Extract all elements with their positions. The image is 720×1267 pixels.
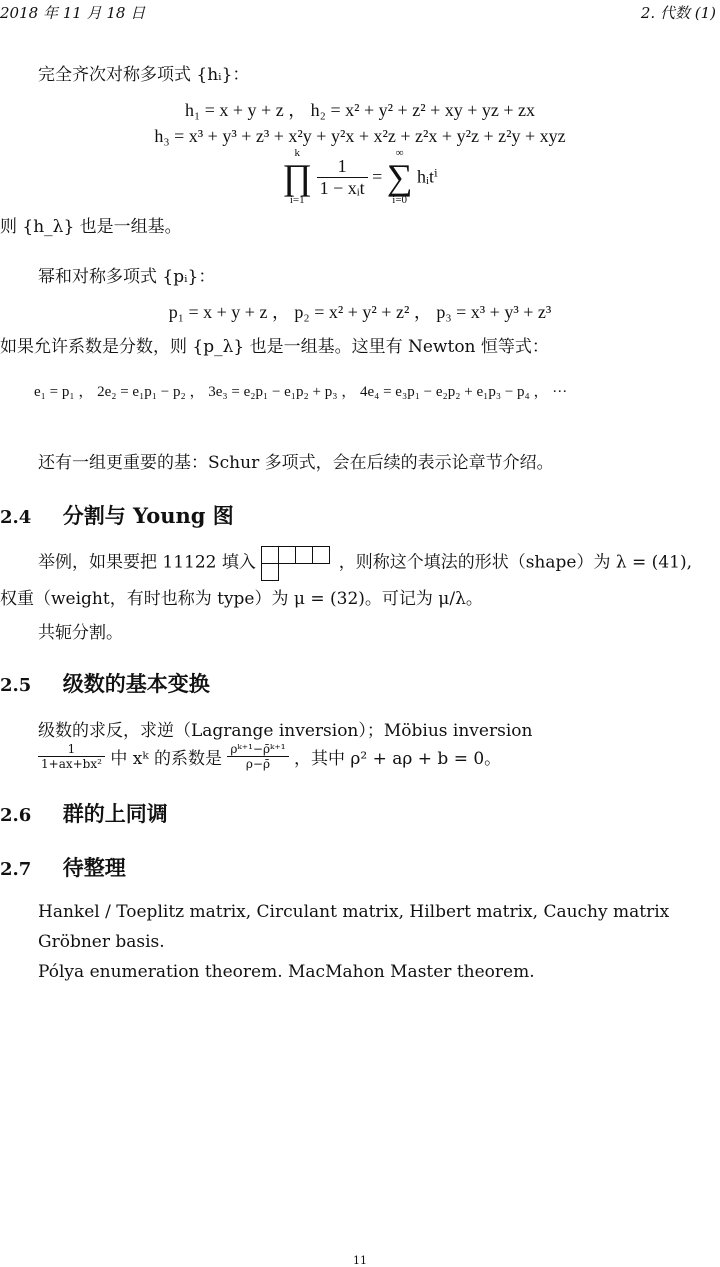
tableau-cell (261, 563, 279, 581)
series-fraction-numerator: 1 (38, 742, 105, 757)
s24-line1-prefix: 举例，如果要把 11122 填入 (38, 552, 256, 573)
s24-line2: 权重（weight，有时也称为 type）为 μ = (32)。可记为 μ/λ。 (0, 589, 483, 609)
power-eq: p₁ = x + y + z ， p₂ = x² + y² + z² ， p₃ = x³ + y³ + z³ (168, 302, 552, 322)
section-2-6-heading (0, 798, 168, 828)
s24-line1 (38, 546, 692, 580)
coefficient-fraction-denominator: ρ−ρ̄ (245, 757, 271, 771)
complete-intro: 完全齐次对称多项式 {hᵢ}： (38, 65, 250, 85)
s25-tail-text: ，其中 ρ² + aρ + b = 0。 (293, 749, 502, 769)
s27-line1: Hankel / Toeplitz matrix, Circulant matrix, Hilbert matrix, Cauchy matrix (38, 902, 670, 922)
header-chapter: 2. 代数 (1) (640, 4, 716, 22)
young-tableau (261, 546, 333, 580)
newton-identities: e₁ = p₁ ， 2e₂ = e₁p₁ − p₂ ， 3e₃ = e₂p₁ − e₁p₂ + p₃ ， 4e₄ = e₃p₁ − e₂p₂ + e₁p₃ − p₄ ， ··· (34, 384, 568, 400)
s27-line3: Pólya enumeration theorem. MacMahon Master theorem. (38, 962, 535, 982)
series-fraction (38, 742, 105, 771)
tableau-cell (261, 546, 279, 564)
sum-lower-limit: i=0 (392, 194, 408, 206)
coefficient-fraction-numerator: ρᵏ⁺¹−ρ̄ᵏ⁺¹ (227, 742, 288, 757)
complete-eq1: h₁ = x + y + z ， h₂ = x² + y² + z² + xy + yz + zx (184, 100, 536, 120)
product-lower-limit: i=1 (289, 194, 305, 206)
s24-line3: 共轭分割。 (38, 623, 123, 643)
section-2-7-title: 待整理 (62, 855, 126, 880)
page-number: 11 (353, 1254, 367, 1267)
gf-fraction-numerator: 1 (317, 156, 368, 178)
series-fraction-denominator: 1+ax+bx² (41, 757, 102, 771)
power-basis-line: 如果允许系数是分数，则 {p_λ} 也是一组基。这里有 Newton 恒等式： (0, 337, 549, 357)
gf-fraction (317, 156, 368, 199)
complete-eq2: h₃ = x³ + y³ + z³ + x²y + y²x + x²z + z²x + y²z + z²y + xyz (154, 126, 566, 146)
tableau-cell (278, 546, 296, 564)
generating-function: k ∏ i=1 $\frac{1}{\text{1 − xᵢt}}$ = ∞ ∑ i=0 hᵢtⁱ (282, 147, 438, 206)
power-intro: 幂和对称多项式 {pᵢ}： (38, 267, 216, 287)
section-2-7-heading (0, 852, 126, 882)
section-2-7-number: 2.7 (0, 859, 32, 880)
header-date: 2018 年 11 月 18 日 (0, 4, 146, 22)
section-2-5-heading (0, 668, 210, 698)
coefficient-fraction (227, 742, 288, 771)
section-2-6-number: 2.6 (0, 805, 32, 826)
section-2-5-number: 2.5 (0, 675, 32, 696)
tableau-cell (312, 546, 330, 564)
product-upper-limit: k (294, 147, 300, 159)
sum-upper-limit: ∞ (395, 147, 404, 159)
complete-basis-line: 则 {h_λ} 也是一组基。 (0, 217, 182, 237)
s25-line2 (38, 742, 501, 771)
section-2-4-heading (0, 500, 234, 530)
section-2-4-number: 2.4 (0, 507, 32, 528)
gf-fraction-denominator: 1 − xᵢt (319, 177, 365, 198)
section-2-6-title: 群的上同调 (62, 801, 168, 826)
s25-mid-text: 中 xᵏ 的系数是 (110, 749, 222, 769)
product-operator: k ∏ i=1 (282, 147, 313, 206)
tableau-cell (295, 546, 313, 564)
s24-line1-suffix: ，则称这个填法的形状（shape）为 λ = (41), (338, 552, 692, 573)
schur-line: 还有一组更重要的基：Schur 多项式，会在后续的表示论章节介绍。 (38, 453, 554, 473)
sum-operator: ∞ ∑ i=0 (386, 147, 413, 206)
s25-line1: 级数的求反，求逆（Lagrange inversion）；Möbius inversion (38, 721, 533, 741)
sum-term: hᵢtⁱ (417, 166, 438, 187)
section-2-4-title: 分割与 Young 图 (62, 503, 234, 528)
section-2-5-title: 级数的基本变换 (62, 671, 210, 696)
s27-line2: Gröbner basis. (38, 932, 165, 952)
